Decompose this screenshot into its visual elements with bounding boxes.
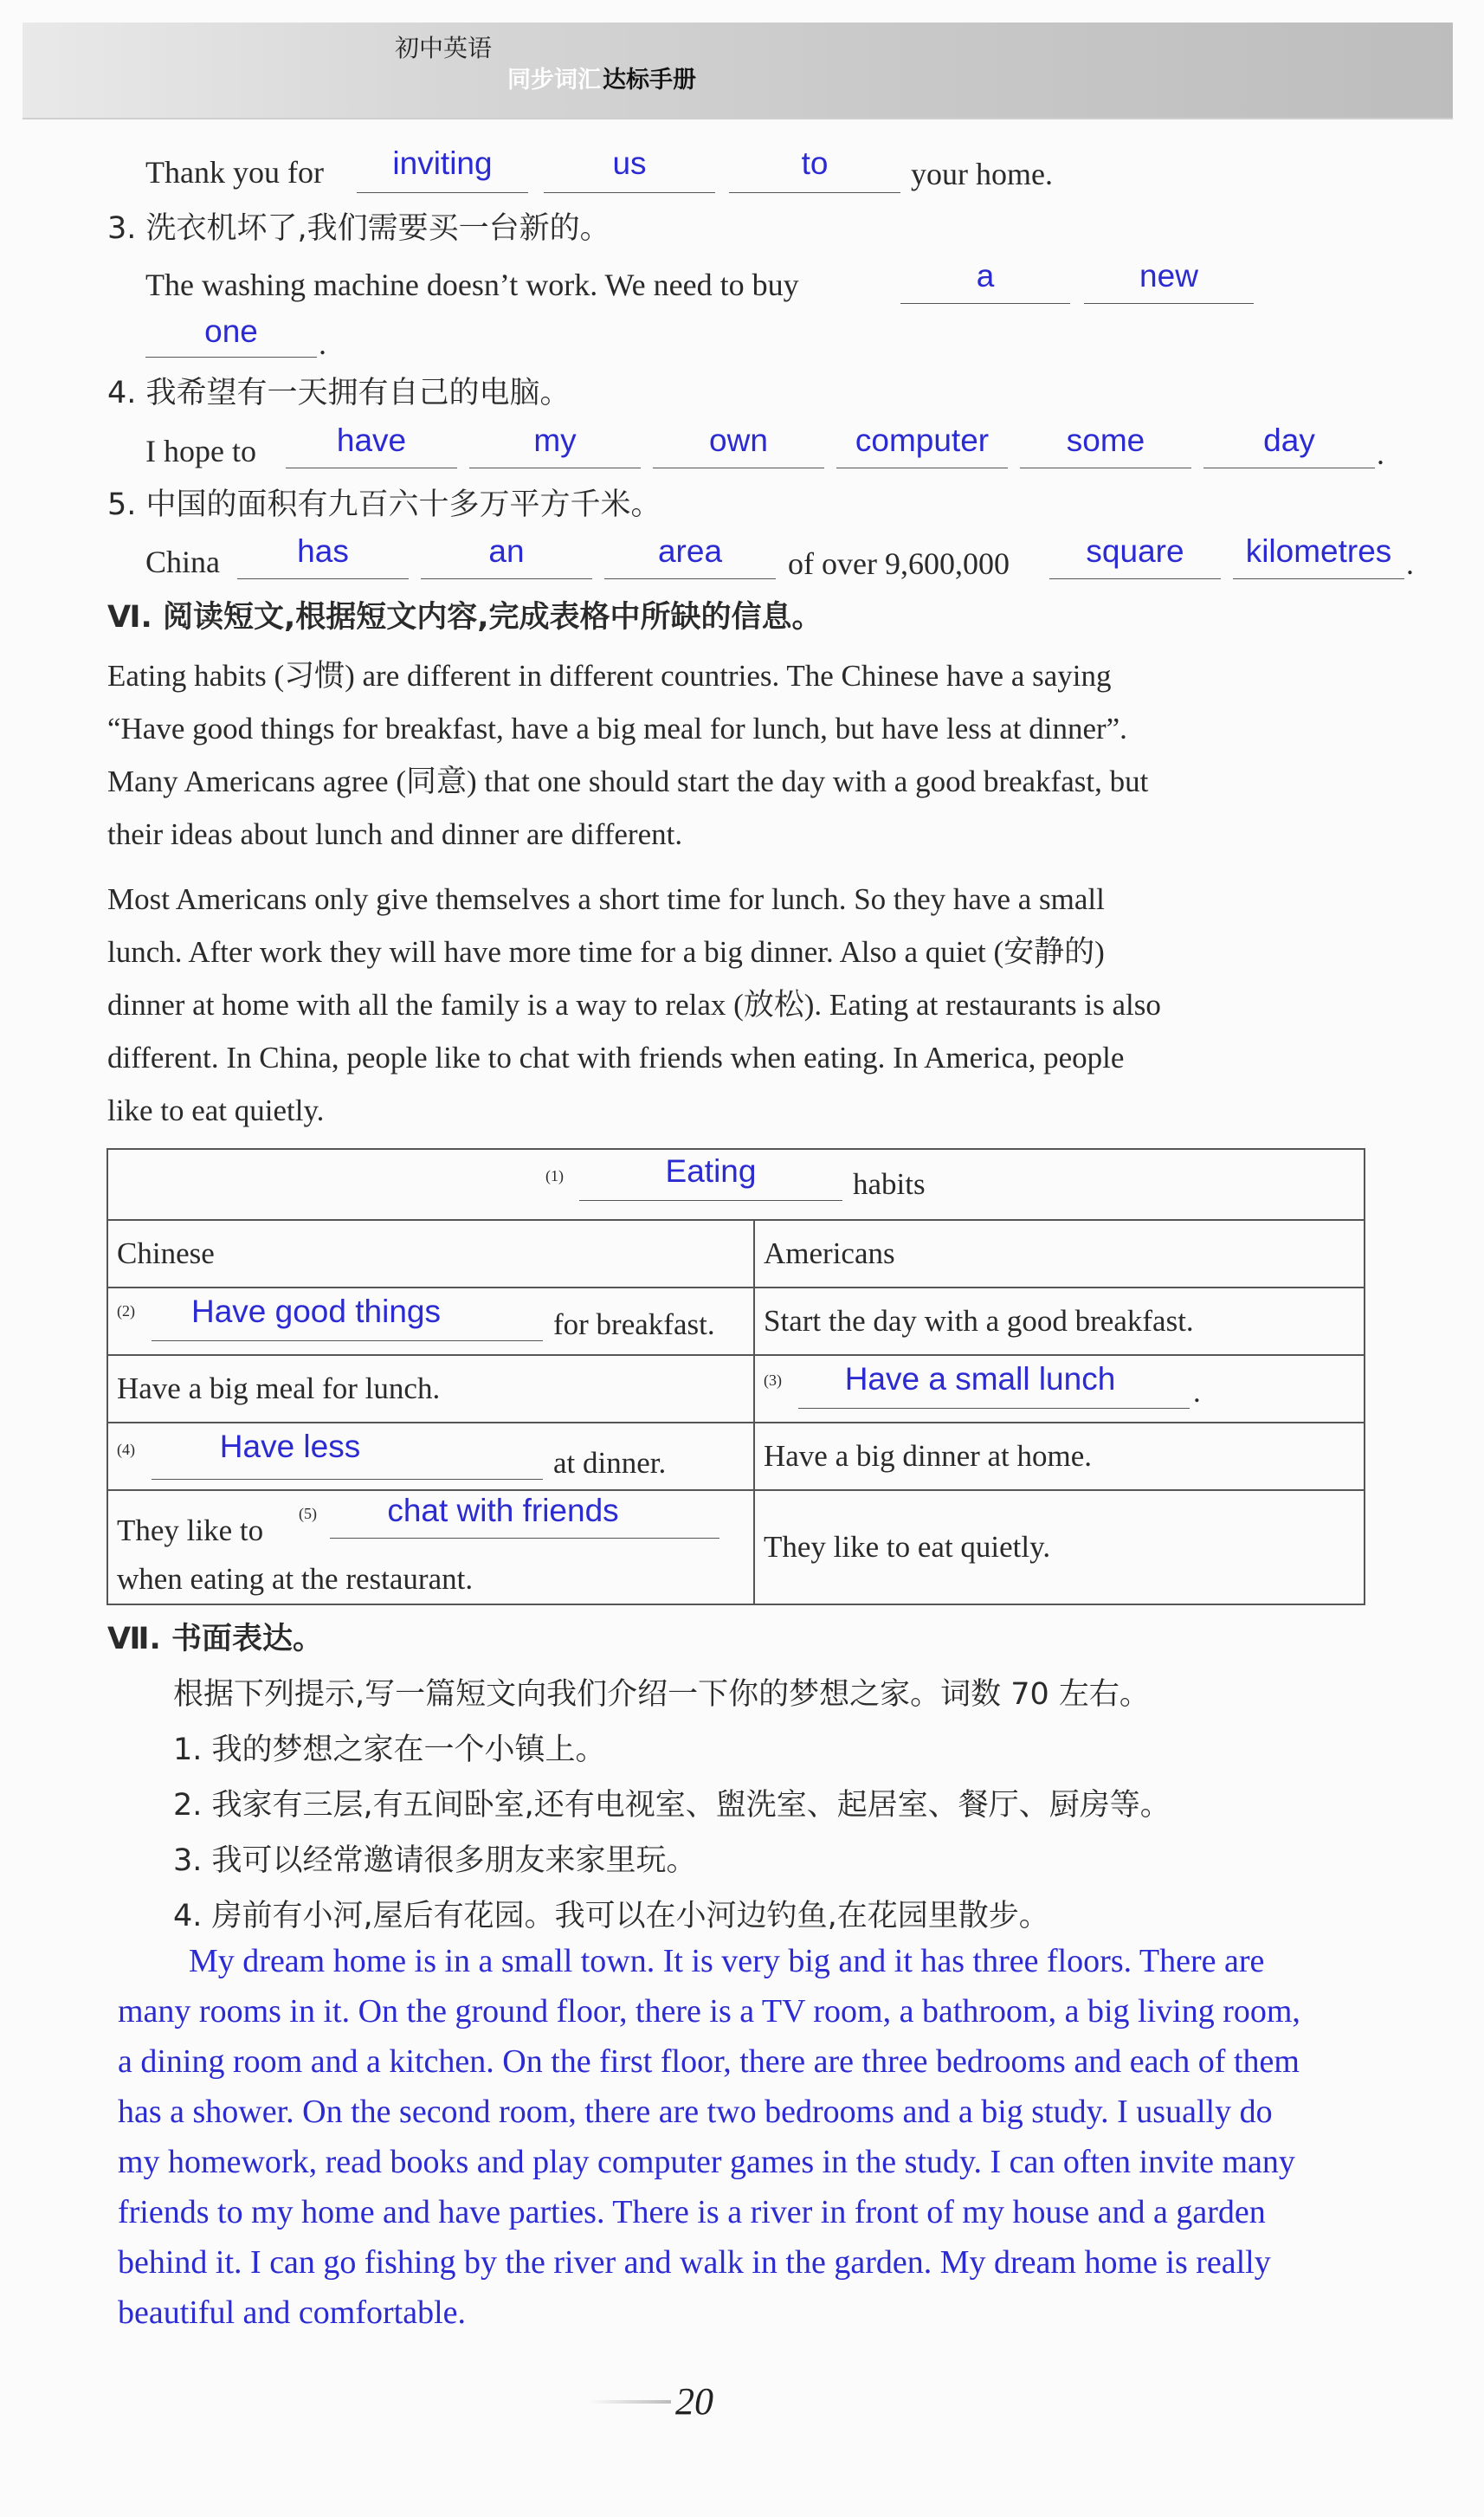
model-essay [118, 1936, 1399, 2338]
answer-text: Eating [665, 1153, 757, 1189]
paragraph-line: Eating habits (习惯) are different in different countries. The Chinese have a saying [107, 659, 1112, 693]
blank-line [152, 1479, 543, 1480]
blank-line [1049, 578, 1221, 579]
essay-line: a dining room and a kitchen. On the first floor, there are three bedrooms and each of them [118, 2043, 1300, 2080]
blank-line [900, 303, 1070, 304]
paragraph-line: different. In China, people like to chat with friends when eating. In America, people [107, 1041, 1125, 1075]
blank-line [729, 192, 900, 193]
blank-line [145, 357, 317, 358]
answer-text: day [1263, 423, 1315, 458]
item3-end: . [319, 326, 326, 361]
paragraph-line: their ideas about lunch and dinner are different. [107, 817, 683, 851]
hint-item: 2. 我家有三层,有五间卧室,还有电视室、盥洗室、起居室、餐厅、厨房等。 [173, 1788, 1171, 1823]
column-header-chinese: Chinese [107, 1220, 754, 1288]
answer-text: inviting [392, 145, 493, 181]
item2-prefix: Thank you for [145, 155, 324, 190]
paragraph-line: Most Americans only give themselves a short time for lunch. So they have a small [107, 882, 1105, 916]
essay-line: my homework, read books and play computer games in the study. I can often invite many [118, 2144, 1295, 2180]
answer-text: to [801, 145, 829, 181]
blank-line [798, 1408, 1190, 1409]
paragraph-line: lunch. After work they will have more time for a big dinner. Also a quiet (安静的) [107, 935, 1105, 969]
answer-text: square [1086, 533, 1184, 569]
item2-suffix: your home. [911, 157, 1053, 191]
item5-end: . [1406, 546, 1414, 581]
eating-habits-table [106, 1148, 1365, 1605]
paragraph-line: “Have good things for breakfast, have a big meal for lunch, but have less at dinner”. [107, 712, 1127, 745]
paragraph-line: Many Americans agree (同意) that one should start the day with a good breakfast, but [107, 765, 1149, 798]
answer-text: Have a small lunch [844, 1361, 1116, 1397]
answer-text: my [533, 423, 577, 458]
blank-line [237, 578, 409, 579]
answer-text: own [709, 423, 768, 458]
cell-suffix: at dinner. [553, 1446, 667, 1480]
item4-english: I hope to [145, 434, 256, 468]
section-vii-title: Ⅶ. 书面表达。 [107, 1622, 323, 1656]
essay-line: many rooms in it. On the ground floor, there is a TV room, a bathroom, a big living room, [118, 1993, 1300, 2030]
table-cell [107, 1423, 754, 1490]
column-header-americans: Americans [754, 1220, 1365, 1288]
cell-suffix: . [1193, 1375, 1201, 1409]
book-title-rest: 达标手册 [603, 67, 696, 94]
table-cell [107, 1490, 754, 1604]
table-cell [754, 1355, 1365, 1423]
table-title-cell [107, 1149, 1365, 1220]
reading-paragraph-1 [107, 649, 1458, 861]
answer-text: Have less [219, 1429, 361, 1464]
blank-line [604, 578, 776, 579]
table-cell: Have a big meal for lunch. [107, 1355, 754, 1423]
essay-line: behind it. I can go fishing by the river and walk in the garden. My dream home is really [118, 2244, 1271, 2281]
book-series-title: 初中英语 [395, 34, 493, 62]
page-number: 20 [675, 2380, 713, 2423]
item3-chinese: 3. 洗衣机坏了,我们需要买一台新的。 [107, 211, 610, 246]
blank-line [357, 192, 528, 193]
hint-item: 3. 我可以经常邀请很多朋友来家里玩。 [173, 1843, 697, 1878]
table-cell: Start the day with a good breakfast. [754, 1288, 1365, 1355]
cell-line-2: when eating at the restaurant. [117, 1562, 474, 1596]
answer-text: has [297, 533, 349, 569]
answer-text: have [336, 423, 407, 458]
blank-line [330, 1538, 719, 1539]
writing-instruction: 根据下列提示,写一篇短文向我们介绍一下你的梦想之家。词数 70 左右。 [173, 1677, 1150, 1712]
hint-item: 4. 房前有小河,屋后有花园。我可以在小河边钓鱼,在花园里散步。 [173, 1899, 1049, 1933]
cell-prefix: They like to [117, 1513, 264, 1547]
book-title-highlight: 同步词汇 [507, 67, 601, 94]
blank-number: (2) [117, 1302, 135, 1320]
table-title-suffix: habits [853, 1167, 926, 1201]
page-header [23, 23, 1453, 119]
item3-english: The washing machine doesn’t work. We need to buy [145, 268, 799, 302]
table-cell: Have a big dinner at home. [754, 1423, 1365, 1490]
section-vi-title: Ⅵ. 阅读短文,根据短文内容,完成表格中所缺的信息。 [107, 600, 823, 635]
blank-line [579, 1200, 842, 1201]
blank-line [1084, 303, 1254, 304]
blank-number: (5) [299, 1505, 317, 1522]
answer-text: computer [855, 423, 990, 458]
item4-end: . [1377, 436, 1384, 471]
answer-text: Have good things [191, 1294, 441, 1329]
page-number-decoration [589, 2400, 671, 2404]
answer-text: us [612, 145, 647, 181]
blank-line [544, 192, 715, 193]
blank-number: (3) [764, 1371, 782, 1389]
answer-text: an [488, 533, 525, 569]
item5-english: China [145, 545, 220, 579]
answer-text: a [976, 258, 995, 294]
item5-middle: of over 9,600,000 [788, 546, 1010, 581]
paragraph-line: like to eat quietly. [107, 1094, 325, 1127]
answer-text: area [657, 533, 723, 569]
answer-text: one [204, 313, 258, 349]
blank-line [152, 1340, 543, 1341]
essay-line: beautiful and comfortable. [118, 2294, 467, 2331]
answer-text: chat with friends [387, 1493, 619, 1528]
answer-text: kilometres [1245, 533, 1392, 569]
answer-text: some [1066, 423, 1145, 458]
essay-line: friends to my home and have parties. There is a river in front of my house and a garden [118, 2194, 1266, 2230]
blank-line [421, 578, 592, 579]
table-cell [107, 1288, 754, 1355]
item5-chinese: 5. 中国的面积有九百六十多万平方千米。 [107, 487, 661, 522]
blank-line [1233, 578, 1404, 579]
item4-chinese: 4. 我希望有一天拥有自己的电脑。 [107, 376, 571, 410]
essay-line: has a shower. On the second room, there are two bedrooms and a big study. I usually do [118, 2094, 1273, 2130]
answer-text: new [1139, 258, 1198, 294]
reading-paragraph-2 [107, 873, 1458, 1137]
blank-number: (4) [117, 1441, 135, 1458]
table-cell: They like to eat quietly. [754, 1490, 1365, 1604]
cell-suffix: for breakfast. [553, 1307, 715, 1341]
blank-number: (1) [545, 1167, 564, 1184]
hint-item: 1. 我的梦想之家在一个小镇上。 [173, 1733, 606, 1767]
paragraph-line: dinner at home with all the family is a way to relax (放松). Eating at restaurants is also [107, 988, 1161, 1022]
essay-line: My dream home is in a small town. It is very big and it has three floors. There are [189, 1943, 1265, 1979]
